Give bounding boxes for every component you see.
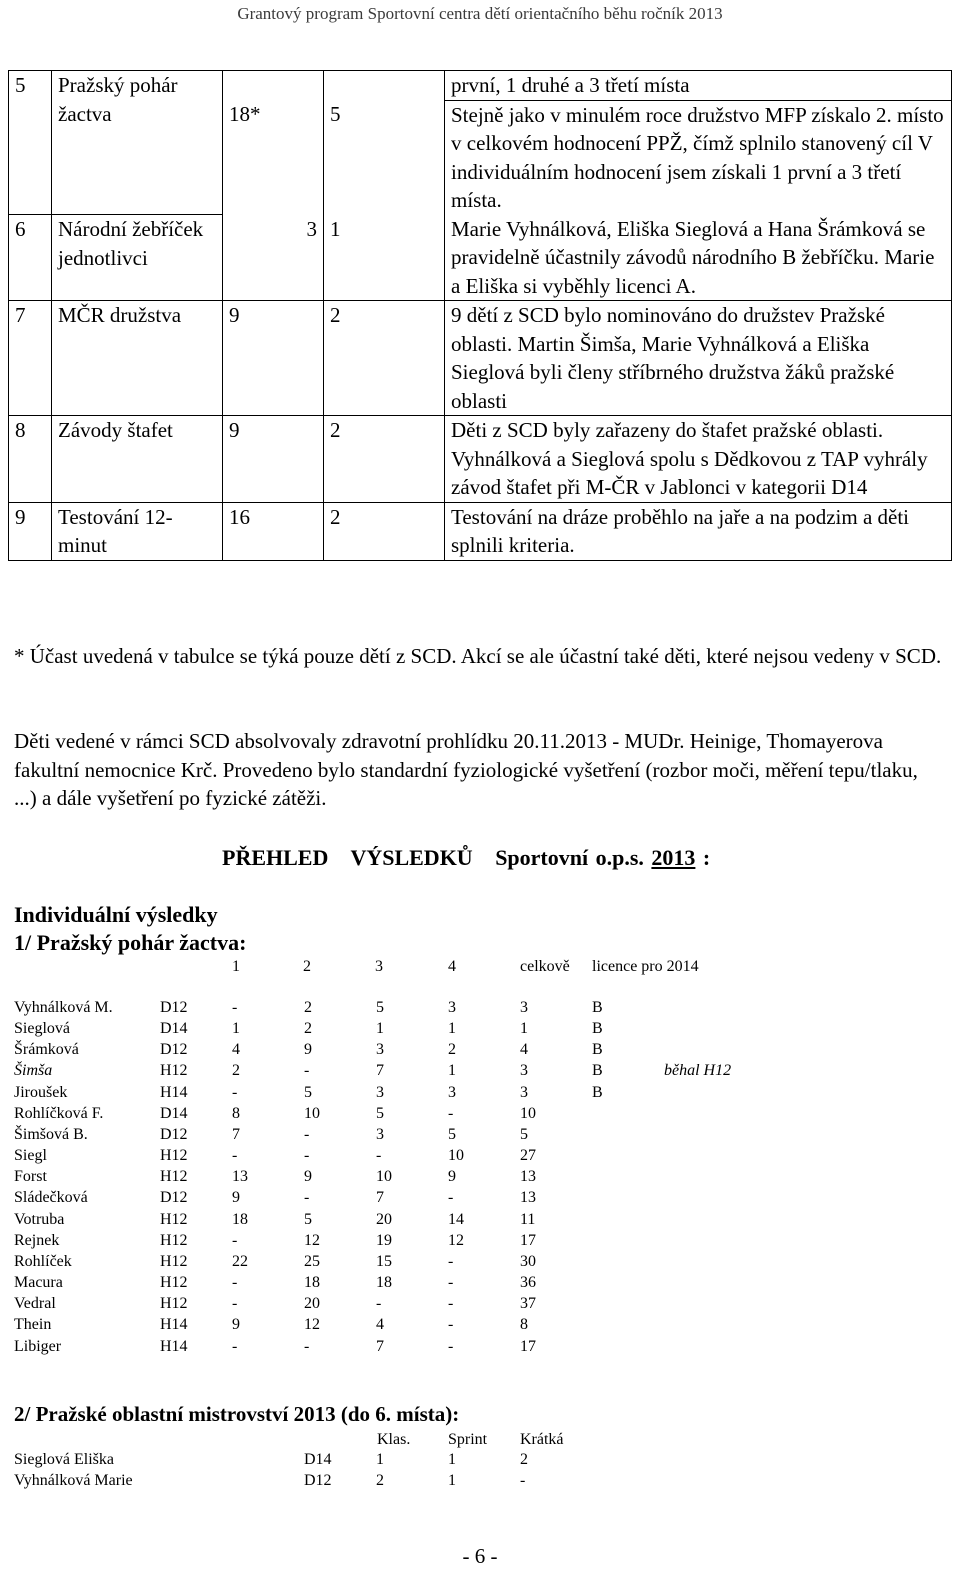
table-row xyxy=(14,1018,764,1039)
ppz-cell: Šimšová B. xyxy=(14,1125,88,1143)
pom-cell: Vyhnálková Marie xyxy=(14,1472,133,1490)
table-row xyxy=(14,1166,764,1187)
ppz-cell xyxy=(664,1187,764,1208)
ppz-header-cell: 3 xyxy=(375,958,383,975)
ppz-cell: 7 xyxy=(376,1189,384,1207)
table-row xyxy=(14,997,764,1018)
ppz-cell: H12 xyxy=(160,1147,188,1165)
cell-desc-6: Marie Vyhnálková, Eliška Sieglová a Hana Šrámková se pravidelně účastnily závodů národního B žebříčku. Marie a Eliška si vyběhly licenci A. xyxy=(445,215,952,301)
ppz-cell: 22 xyxy=(232,1252,248,1270)
cell-no-8: 8 xyxy=(9,416,52,503)
ppz-cell: 19 xyxy=(376,1231,392,1249)
medical-note: Děti vedené v rámci SCD absolvovaly zdravotní prohlídku 20.11.2013 - MUDr. Heinige, Thomayerova fakultní nemocnice Krč. Provedeno bylo standardní fyziologické vyšetření (rozbor moči, měření tepu/tlaku, ...) a dále vyšetření po fyzické zátěži. xyxy=(14,729,918,810)
cell-no-9: 9 xyxy=(9,502,52,560)
ppz-cell xyxy=(592,1272,664,1293)
ppz-cell: - xyxy=(304,1337,310,1355)
ppz-cell: 2 xyxy=(304,999,312,1016)
ppz-cell: - xyxy=(376,1147,382,1165)
cell-name-7: MČR družstva xyxy=(52,301,223,416)
overview-title: PŘEHLED VÝSLEDKŮ Sportovní o.p.s. xyxy=(222,845,644,870)
ppz-cell: 8 xyxy=(520,1316,528,1334)
ppz-cell: Vedral xyxy=(14,1295,56,1313)
ppz-cell: 10 xyxy=(304,1104,320,1122)
pom-cell: Sieglová Eliška xyxy=(14,1451,114,1468)
cell-a-9: 16 xyxy=(223,502,324,560)
ppz-cell: 9 xyxy=(448,1168,456,1186)
cell-name-8: Závody štafet xyxy=(52,416,223,503)
ppz-cell: H12 xyxy=(160,1252,188,1270)
ppz-header-cell: licence pro 2014 xyxy=(592,958,699,975)
ppz-cell: - xyxy=(304,1125,310,1143)
table-row xyxy=(9,502,952,560)
ppz-cell: 10 xyxy=(448,1147,464,1165)
ppz-cell xyxy=(592,1103,664,1124)
ppz-cell: 36 xyxy=(520,1274,536,1292)
ppz-cell: B xyxy=(592,1020,603,1038)
ppz-cell: H12 xyxy=(160,1168,188,1186)
ppz-cell: 10 xyxy=(376,1168,392,1186)
pom-cell: 2 xyxy=(376,1472,384,1490)
ppz-cell xyxy=(664,1293,764,1314)
ppz-cell: 5 xyxy=(304,1210,312,1228)
cell-no-7: 7 xyxy=(9,301,52,416)
overview-heading xyxy=(222,845,710,871)
ppz-cell: 13 xyxy=(232,1168,248,1186)
ppz-cell: Forst xyxy=(14,1168,47,1186)
ppz-cell: Rohlíčková F. xyxy=(14,1104,104,1122)
cell-b-5: 5 xyxy=(324,100,445,215)
ppz-cell: 3 xyxy=(520,999,528,1016)
table-row xyxy=(9,215,952,301)
ppz-cell: - xyxy=(232,1337,238,1355)
overview-colon: : xyxy=(695,845,711,870)
ppz-cell xyxy=(592,1293,664,1314)
ppz-cell: 9 xyxy=(304,1168,312,1186)
ppz-cell xyxy=(664,1082,764,1103)
ppz-cell: 5 xyxy=(376,1104,384,1122)
ppz-cell: D12 xyxy=(160,1189,188,1207)
ppz-cell: H14 xyxy=(160,1083,188,1101)
ppz-header-cell: celkově xyxy=(520,958,570,975)
ppz-cell: H14 xyxy=(160,1316,188,1334)
ppz-cell: B xyxy=(592,1083,603,1101)
ppz-cell: H14 xyxy=(160,1337,188,1355)
ppz-cell: Vyhnálková M. xyxy=(14,999,113,1016)
ppz-cell: 2 xyxy=(304,1020,312,1038)
pom-cell: 1 xyxy=(448,1472,456,1490)
ppz-cell: D14 xyxy=(160,1020,188,1038)
pom-results-table xyxy=(14,1449,592,1491)
ppz-cell: 2 xyxy=(232,1062,240,1080)
ppz-cell: 17 xyxy=(520,1337,536,1355)
cell-desc-tail: první, 1 druhé a 3 třetí místa xyxy=(445,71,952,101)
ppz-cell: - xyxy=(232,1274,238,1292)
ppz-cell xyxy=(664,1336,764,1357)
ppz-cell: 10 xyxy=(520,1104,536,1122)
overview-year: 2013 xyxy=(651,845,696,870)
ppz-cell: H12 xyxy=(160,1210,188,1228)
table-row xyxy=(14,1251,764,1272)
table-row xyxy=(14,1209,764,1230)
ppz-cell xyxy=(592,1166,664,1187)
ppz-cell: Libiger xyxy=(14,1337,62,1355)
ppz-cell: - xyxy=(232,1083,238,1101)
cell-desc-9: Testování na dráze proběhlo na jaře a na podzim a děti splnili kriteria. xyxy=(445,502,952,560)
table-row xyxy=(14,1470,592,1491)
ppz-cell: - xyxy=(448,1295,454,1313)
ppz-cell: 1 xyxy=(520,1020,528,1038)
table-row xyxy=(14,1230,764,1251)
pom-cell: 1 xyxy=(376,1451,384,1468)
section2-title: 2/ Pražské oblastní mistrovství 2013 (do 6. místa): xyxy=(14,1402,460,1426)
ppz-cell: D14 xyxy=(160,1104,188,1122)
pom-header-cell: Sprint xyxy=(448,1431,488,1448)
ppz-cell: - xyxy=(232,1147,238,1165)
ppz-header-cell: 4 xyxy=(448,958,456,975)
ppz-cell: 18 xyxy=(304,1274,320,1292)
ppz-cell: Šimša xyxy=(14,1062,53,1080)
ppz-cell: Thein xyxy=(14,1316,52,1334)
ppz-cell: 25 xyxy=(304,1252,320,1270)
pom-header-cell: Krátká xyxy=(520,1431,564,1448)
ppz-cell: běhal H12 xyxy=(664,1062,732,1080)
ppz-cell: 5 xyxy=(376,999,384,1016)
page-number: - 6 - xyxy=(462,1544,498,1568)
ppz-cell: Sieglová xyxy=(14,1020,70,1038)
ppz-cell: 5 xyxy=(448,1125,456,1143)
ppz-cell: 3 xyxy=(376,1083,384,1101)
table-row xyxy=(14,1124,764,1145)
individual-results-title: Individuální výsledky xyxy=(14,902,218,927)
ppz-cell xyxy=(664,1145,764,1166)
ppz-cell: 1 xyxy=(376,1020,384,1038)
ppz-cell xyxy=(664,1314,764,1335)
ppz-cell: - xyxy=(304,1062,310,1080)
ppz-cell: - xyxy=(448,1274,454,1292)
ppz-cell: - xyxy=(304,1189,310,1207)
ppz-header-cell: 1 xyxy=(232,958,240,975)
ppz-cell: H12 xyxy=(160,1274,188,1292)
pom-header-cell: Klas. xyxy=(377,1431,411,1448)
ppz-cell: 12 xyxy=(304,1231,320,1249)
table-row xyxy=(9,416,952,503)
table-row xyxy=(14,1039,764,1060)
ppz-cell xyxy=(664,1039,764,1060)
cell-b-6: 1 xyxy=(324,215,445,301)
ppz-cell xyxy=(592,1314,664,1335)
pom-cell: - xyxy=(520,1472,526,1490)
cell-a-6: 3 xyxy=(223,215,324,301)
ppz-cell xyxy=(664,1018,764,1039)
table-row xyxy=(14,1293,764,1314)
cell-b-7: 2 xyxy=(324,301,445,416)
ppz-cell: 18 xyxy=(376,1274,392,1292)
ppz-cell: 3 xyxy=(520,1083,528,1101)
ppz-cell: 37 xyxy=(520,1295,536,1313)
ppz-cell: D12 xyxy=(160,1125,188,1143)
table-row xyxy=(9,301,952,416)
ppz-cell: Sládečková xyxy=(14,1189,88,1207)
ppz-cell: - xyxy=(232,1231,238,1249)
ppz-header-cell: 2 xyxy=(303,958,311,975)
ppz-cell xyxy=(592,1187,664,1208)
ppz-cell xyxy=(664,1230,764,1251)
table-row xyxy=(14,1336,764,1357)
ppz-cell: 3 xyxy=(376,1041,384,1059)
cell-no-5: 5 xyxy=(9,71,52,215)
ppz-cell: - xyxy=(448,1252,454,1270)
pom-cell: 1 xyxy=(448,1451,456,1468)
ppz-cell: D12 xyxy=(160,1041,188,1059)
table-row xyxy=(14,1103,764,1124)
ppz-cell: - xyxy=(304,1147,310,1165)
ppz-cell: 7 xyxy=(376,1337,384,1355)
cell-desc-8: Děti z SCD byly zařazeny do štafet pražské oblasti. Vyhnálková a Sieglová spolu s Dědkovou z TAP vyhrály závod štafet při M-ČR v Jablonci v kategorii D14 xyxy=(445,416,952,503)
ppz-cell xyxy=(664,1251,764,1272)
ppz-cell: - xyxy=(232,999,238,1016)
ppz-cell: 5 xyxy=(304,1083,312,1101)
ppz-cell: 1 xyxy=(448,1020,456,1038)
ppz-cell: Jiroušek xyxy=(14,1083,68,1101)
ppz-results-table xyxy=(14,997,764,1357)
ppz-cell: 7 xyxy=(376,1062,384,1080)
ppz-cell: H12 xyxy=(160,1295,188,1313)
ppz-cell: Siegl xyxy=(14,1147,47,1165)
ppz-cell xyxy=(592,1209,664,1230)
activities-table xyxy=(8,70,952,561)
ppz-cell: - xyxy=(448,1316,454,1334)
ppz-cell: 1 xyxy=(448,1062,456,1080)
ppz-cell: 1 xyxy=(232,1020,240,1038)
ppz-cell xyxy=(592,1145,664,1166)
ppz-cell: - xyxy=(232,1295,238,1313)
cell-a-5: 18* xyxy=(223,100,324,215)
ppz-cell: 30 xyxy=(520,1252,536,1270)
table-row xyxy=(14,1449,592,1470)
cell-name-9: Testování 12-minut xyxy=(52,502,223,560)
cell-b-8: 2 xyxy=(324,416,445,503)
ppz-cell: 12 xyxy=(448,1231,464,1249)
ppz-cell: 9 xyxy=(232,1316,240,1334)
ppz-cell xyxy=(664,1103,764,1124)
page-header: Grantový program Sportovní centra dětí orientačního běhu ročník 2013 xyxy=(237,4,723,23)
ppz-cell: - xyxy=(448,1189,454,1207)
ppz-cell xyxy=(664,1209,764,1230)
ppz-cell: B xyxy=(592,999,603,1016)
table-row xyxy=(14,1145,764,1166)
cell-a-8: 9 xyxy=(223,416,324,503)
ppz-cell xyxy=(664,1272,764,1293)
table-row xyxy=(14,1314,764,1335)
ppz-cell: Votruba xyxy=(14,1210,65,1228)
ppz-cell: B xyxy=(592,1062,603,1080)
ppz-cell: - xyxy=(376,1295,382,1313)
ppz-cell: H12 xyxy=(160,1231,188,1249)
ppz-cell xyxy=(664,1124,764,1145)
ppz-cell xyxy=(664,997,764,1018)
ppz-cell: H12 xyxy=(160,1062,188,1080)
ppz-cell: 2 xyxy=(448,1041,456,1059)
ppz-cell: 3 xyxy=(376,1125,384,1143)
ppz-cell: 17 xyxy=(520,1231,536,1249)
section1-title: 1/ Pražský pohár žactva: xyxy=(14,930,247,955)
ppz-cell: 3 xyxy=(448,1083,456,1101)
ppz-cell: 8 xyxy=(232,1104,240,1122)
cell-b-9: 2 xyxy=(324,502,445,560)
ppz-cell: 9 xyxy=(232,1189,240,1207)
ppz-cell: 13 xyxy=(520,1168,536,1186)
table-row xyxy=(14,1272,764,1293)
ppz-cell: 5 xyxy=(520,1125,528,1143)
ppz-cell: 3 xyxy=(520,1062,528,1080)
pom-cell: 2 xyxy=(520,1451,528,1468)
ppz-cell: 4 xyxy=(520,1041,528,1059)
table-row xyxy=(14,1187,764,1208)
ppz-cell xyxy=(592,1336,664,1357)
ppz-cell: 27 xyxy=(520,1147,536,1165)
ppz-cell: 13 xyxy=(520,1189,536,1207)
ppz-cell: 20 xyxy=(304,1295,320,1313)
ppz-cell: 3 xyxy=(448,999,456,1016)
cell-name-5: Pražský pohár žactva xyxy=(52,71,223,215)
table-row xyxy=(14,1060,764,1081)
ppz-cell xyxy=(592,1124,664,1145)
pom-cell: D14 xyxy=(304,1451,332,1468)
ppz-cell: 9 xyxy=(304,1041,312,1059)
pom-cell: D12 xyxy=(304,1472,332,1490)
ppz-cell xyxy=(664,1166,764,1187)
ppz-cell xyxy=(592,1230,664,1251)
ppz-cell: 4 xyxy=(376,1316,384,1334)
cell-name-6: Národní žebříček jednotlivci xyxy=(52,215,223,301)
ppz-cell: 18 xyxy=(232,1210,248,1228)
ppz-cell: 7 xyxy=(232,1125,240,1143)
ppz-cell: Rejnek xyxy=(14,1231,60,1249)
ppz-cell: 15 xyxy=(376,1252,392,1270)
ppz-cell: 11 xyxy=(520,1210,536,1228)
ppz-cell: 12 xyxy=(304,1316,320,1334)
ppz-cell: - xyxy=(448,1337,454,1355)
ppz-cell xyxy=(592,1251,664,1272)
table-row-continuation xyxy=(9,71,952,101)
ppz-cell: 20 xyxy=(376,1210,392,1228)
cell-desc-7: 9 dětí z SCD bylo nominováno do družstev Pražské oblasti. Martin Šimša, Marie Vyhnálková a Eliška Sieglová byli členy stříbrného družstva žáků pražské oblasti xyxy=(445,301,952,416)
ppz-cell: D12 xyxy=(160,999,188,1016)
ppz-cell: - xyxy=(448,1104,454,1122)
ppz-cell: Šrámková xyxy=(14,1041,79,1059)
ppz-cell: 4 xyxy=(232,1041,240,1059)
cell-desc-5: Stejně jako v minulém roce družstvo MFP získalo 2. místo v celkovém hodnocení PPŽ, čímž splnilo stanovený cíl V individuálním hodnocení jsem získali 1 první a 3 třetí místa. xyxy=(445,100,952,215)
ppz-cell: Macura xyxy=(14,1274,63,1292)
ppz-cell: 14 xyxy=(448,1210,464,1228)
ppz-cell: Rohlíček xyxy=(14,1252,72,1270)
cell-a-7: 9 xyxy=(223,301,324,416)
ppz-cell: B xyxy=(592,1041,603,1059)
cell-no-6: 6 xyxy=(9,215,52,301)
participation-note: * Účast uvedená v tabulce se týká pouze dětí z SCD. Akcí se ale účastní také děti, které nejsou vedeny v SCD. xyxy=(14,644,942,668)
table-row xyxy=(14,1082,764,1103)
